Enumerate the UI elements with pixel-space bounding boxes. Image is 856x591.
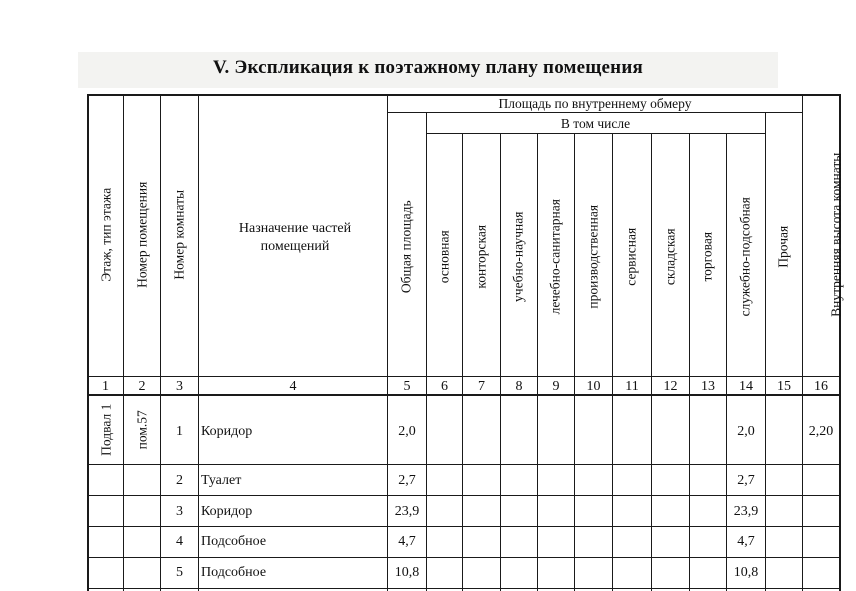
row-divider: [87, 557, 840, 558]
room-number-cell: 2: [176, 473, 183, 488]
height-cell: 2,20: [808, 424, 834, 439]
col-number: 5: [403, 379, 411, 394]
col-service-header: сервисная: [623, 227, 639, 286]
col-border: [462, 133, 463, 591]
purpose-cell: Подсобное: [201, 534, 267, 549]
col-floor-header: Этаж, тип этажа: [98, 187, 114, 282]
col-height-header: Внутренняя высота комнаты: [828, 152, 844, 317]
col-main-header: основная: [436, 230, 452, 284]
col-border: [500, 133, 501, 591]
numbers-divider: [87, 394, 840, 396]
col-number: 9: [552, 379, 560, 394]
col-edu-header: учебно-научная: [510, 211, 526, 302]
room-number-cell: 4: [176, 534, 183, 549]
col-auxiliary-header: служебно-подсобная: [737, 197, 753, 317]
col-room-header: Номер комнаты: [171, 189, 187, 280]
col-number: 1: [102, 379, 109, 394]
col-number: 15: [777, 379, 791, 394]
aux-area-cell: 10,8: [733, 565, 759, 580]
col-number: 2: [138, 379, 146, 394]
row-divider: [87, 464, 840, 465]
col-premises-header: Номер помещения: [134, 181, 150, 288]
page-title: V. Экспликация к поэтажному плану помещения: [213, 57, 643, 78]
room-number-cell: 3: [176, 504, 183, 519]
purpose-cell: Коридор: [201, 504, 253, 519]
col-border: [426, 112, 427, 591]
col-number: 11: [625, 379, 639, 394]
col-office-header: конторская: [473, 224, 489, 289]
row-divider: [87, 588, 840, 589]
purpose-cell: Коридор: [201, 424, 253, 439]
total-area-cell: 4,7: [398, 534, 416, 549]
col-number: 13: [701, 379, 715, 394]
purpose-cell: Подсобное: [201, 565, 267, 580]
aux-area-cell: 23,9: [733, 504, 759, 519]
total-area-cell: 23,9: [394, 504, 420, 519]
floor-cell: Подвал 1: [98, 403, 114, 456]
col-number: 3: [176, 379, 183, 394]
col-number: 6: [441, 379, 448, 394]
col-storage-header: складская: [662, 228, 678, 286]
col-border: [802, 94, 803, 591]
purpose-cell: Туалет: [201, 473, 242, 488]
col-other-header: Прочая: [775, 225, 791, 268]
col-number: 16: [814, 379, 828, 394]
col-border: [651, 133, 652, 591]
total-area-cell: 10,8: [394, 565, 420, 580]
col-trade-header: торговая: [699, 231, 715, 282]
premises-cell: пом.57: [134, 410, 150, 450]
aux-area-cell: 4,7: [737, 534, 755, 549]
room-number-cell: 1: [176, 424, 183, 439]
col-number: 7: [478, 379, 485, 394]
row-divider: [87, 526, 840, 527]
subgroup-divider: [426, 133, 766, 134]
col-total-area-header: Общая площадь: [398, 200, 414, 294]
col-medical-header: лечебно-санитарная: [547, 199, 563, 315]
col-border: [726, 133, 727, 591]
aux-area-cell: 2,0: [737, 424, 755, 439]
header-divider: [87, 376, 840, 377]
table-top-border: [87, 94, 840, 96]
aux-area-cell: 2,7: [737, 473, 755, 488]
col-border: [765, 112, 766, 591]
total-area-cell: 2,7: [398, 473, 416, 488]
col-border: [689, 133, 690, 591]
col-border: [198, 94, 199, 591]
including-label: В том числе: [560, 116, 631, 131]
col-number: 12: [663, 379, 678, 394]
col-border: [537, 133, 538, 591]
col-border: [87, 94, 89, 591]
col-border: [574, 133, 575, 591]
row-divider: [87, 495, 840, 496]
col-border: [123, 94, 124, 591]
group-divider: [387, 112, 802, 113]
area-group-label: Площадь по внутреннему обмеру: [498, 96, 692, 111]
col-border: [612, 133, 613, 591]
total-area-cell: 2,0: [398, 424, 416, 439]
room-number-cell: 5: [176, 565, 183, 580]
col-number: 8: [515, 379, 523, 394]
col-number: 14: [739, 379, 753, 394]
col-purpose-header: Назначение частей помещений: [238, 221, 352, 254]
col-production-header: производственная: [585, 204, 601, 309]
col-number: 10: [586, 379, 601, 394]
col-number: 4: [289, 379, 297, 394]
